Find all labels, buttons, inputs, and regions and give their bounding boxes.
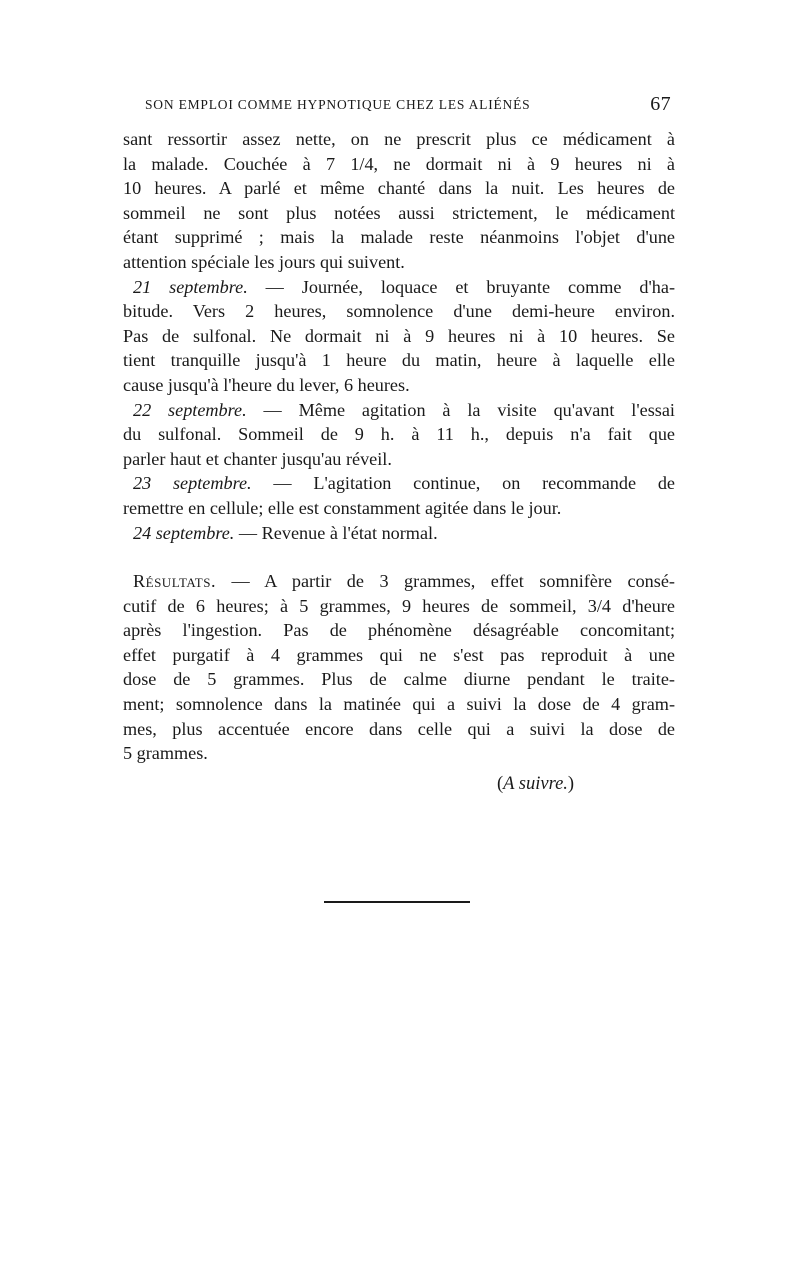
text-line: du sulfonal. Sommeil de 9 h. à 11 h., depuis n'a fait que <box>123 424 675 445</box>
body-text <box>123 127 675 766</box>
text-line: cause jusqu'à l'heure du lever, 6 heures. <box>123 374 410 395</box>
entry-text: — Revenue à l'état normal. <box>234 522 438 543</box>
text-line: cutif de 6 heures; à 5 grammes, 9 heures de sommeil, 3/4 d'heure <box>123 595 675 616</box>
entry-24-september <box>123 521 675 546</box>
entry-date: 24 septembre. <box>133 522 235 543</box>
text-line: ment; somnolence dans la matinée qui a suivi la dose de 4 gram- <box>123 694 675 715</box>
text-line: mes, plus accentuée encore dans celle qui a suivi la dose de <box>123 718 675 739</box>
to-be-continued <box>497 774 574 795</box>
text-line: dose de 5 grammes. Plus de calme diurne pendant le traite- <box>123 669 675 690</box>
text-line: sant ressortir assez nette, on ne prescrit plus ce médicament à <box>123 129 675 149</box>
text-line: bitude. Vers 2 heures, somnolence d'une demi-heure environ. <box>123 301 675 322</box>
entry-22-september <box>123 398 675 472</box>
paren-close: ) <box>567 774 575 794</box>
to-be-continued-text: A suivre. <box>503 774 568 794</box>
entry-text: — L'agitation continue, on recommande de <box>251 473 675 494</box>
results-paragraph <box>123 569 675 766</box>
text-line <box>123 471 675 496</box>
text-line: 5 grammes. <box>123 743 208 764</box>
entry-text: — Journée, loquace et bruyante comme d'ha- <box>247 276 675 297</box>
text-line: la malade. Couchée à 7 1/4, ne dormait ni à 9 heures ni à <box>123 153 675 174</box>
text-line: parler haut et chanter jusqu'au réveil. <box>123 448 392 469</box>
text-line <box>123 275 675 300</box>
text-line <box>123 398 675 423</box>
text-line: après l'ingestion. Pas de phénomène désagréable concomitant; <box>123 620 675 641</box>
paren-open: ( <box>497 774 504 794</box>
paragraph-gap <box>123 545 675 569</box>
end-rule <box>324 901 470 903</box>
entry-date: 22 septembre. <box>133 399 247 420</box>
entry-date: 23 septembre. <box>133 473 252 494</box>
text-line: 10 heures. A parlé et même chanté dans la nuit. Les heures de <box>123 178 675 199</box>
text-line: attention spéciale les jours qui suivent. <box>123 251 405 272</box>
text-line: tient tranquille jusqu'à 1 heure du matin, heure à laquelle elle <box>123 350 675 371</box>
running-title: SON EMPLOI COMME HYPNOTIQUE CHEZ LES ALIÉNÉS <box>145 97 531 112</box>
entry-23-september <box>123 471 675 520</box>
entry-text: — Même agitation à la visite qu'avant l'essai <box>246 399 675 420</box>
text-line: Pas de sulfonal. Ne dormait ni à 9 heures ni à 10 heures. Se <box>123 325 675 346</box>
entry-date: 21 septembre. <box>133 276 248 297</box>
page-number: 67 <box>650 93 671 115</box>
text-line <box>123 569 675 594</box>
entry-21-september <box>123 275 675 398</box>
text-line: sommeil ne sont plus notées aussi strictement, le médicament <box>123 202 675 223</box>
text-line: étant supprimé ; mais la malade reste néanmoins l'objet d'une <box>123 227 675 248</box>
results-label: Résultats. <box>133 571 217 592</box>
results-text: — A partir de 3 grammes, effet somnifère consé- <box>216 571 675 592</box>
text-line <box>123 521 675 546</box>
paragraph-continuation <box>123 127 675 275</box>
text-line: remettre en cellule; elle est constamment agitée dans le jour. <box>123 497 562 518</box>
text-line: effet purgatif à 4 grammes qui ne s'est pas reproduit à une <box>123 644 675 665</box>
running-head <box>133 93 671 119</box>
